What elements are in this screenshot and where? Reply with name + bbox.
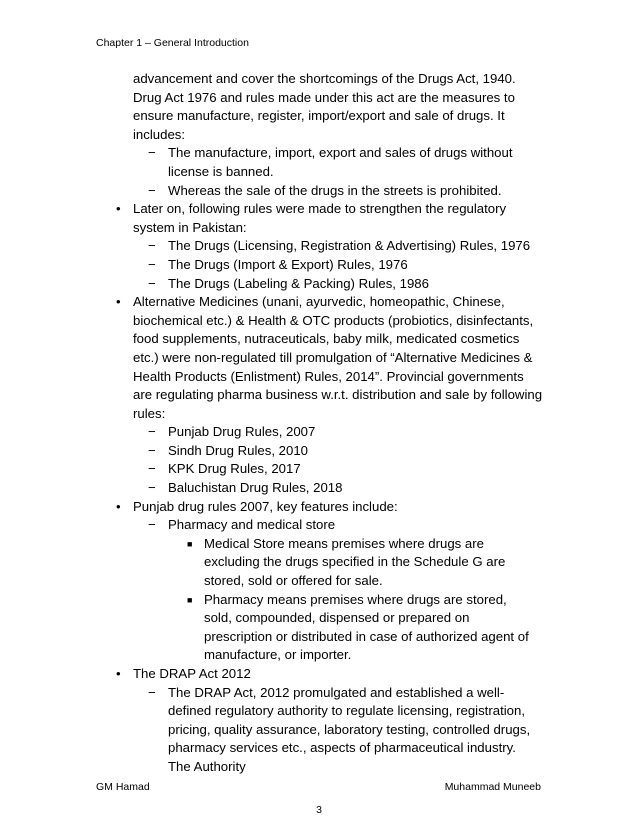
list-item-text: Baluchistan Drug Rules, 2018 <box>168 480 343 496</box>
list-item <box>148 442 536 461</box>
sub-list-item <box>187 535 536 591</box>
sub-list-item-text: Medical Store means premises where drugs are excluding the drugs specified in the Schedule G are stored, sold or offered for sale. <box>204 535 506 589</box>
sub-list-item <box>187 591 536 665</box>
list-item <box>148 275 536 294</box>
dash-marker: − <box>148 424 156 440</box>
list-item <box>148 237 536 256</box>
bullet-marker: • <box>116 201 121 217</box>
bullet-text: Alternative Medicines (unani, ayurvedic, homeopathic, Chinese, biochemical etc.) & Health & OTC products (probiotics, disinfectants, food supplements, nutraceuticals, baby milk, medicated cosmetics etc.) were non-regulated till promulgation of “Alternative Medicines & Health Products (Enlistment) Rules, 2014”. Provincial governments are regulating pharma business w.r.t. distribution and sale by following rules: <box>133 294 543 421</box>
bullet-item <box>116 200 543 237</box>
dash-marker: − <box>148 256 156 272</box>
list-item <box>148 144 536 181</box>
list-item <box>148 423 536 442</box>
list-item-text: The manufacture, import, export and sales of drugs without license is banned. <box>168 145 513 179</box>
document-body <box>0 70 638 777</box>
bullet-text: The DRAP Act 2012 <box>133 666 251 681</box>
dash-marker: − <box>148 275 156 291</box>
list-item-text: Pharmacy and medical store <box>168 517 336 533</box>
dash-marker: − <box>148 684 156 700</box>
square-bullet-icon: ■ <box>187 538 193 549</box>
list-item <box>148 256 536 275</box>
list-item-text: Sindh Drug Rules, 2010 <box>168 442 309 458</box>
list-item <box>148 516 536 535</box>
bullet-text: Punjab drug rules 2007, key features include: <box>133 498 398 514</box>
bullet-marker: • <box>116 666 121 681</box>
dash-marker: − <box>148 238 156 254</box>
list-item <box>148 460 536 479</box>
dash-marker: − <box>148 461 156 477</box>
dash-marker: − <box>148 145 156 161</box>
bullet-marker: • <box>116 498 121 514</box>
list-item-text: The Drugs (Licensing, Registration & Advertising) Rules, 1976 <box>168 238 531 254</box>
list-item <box>148 182 536 201</box>
footer-author-left: GM Hamad <box>96 781 150 793</box>
bullet-marker: • <box>116 294 121 310</box>
dash-marker: − <box>148 182 156 198</box>
page-number: 3 <box>316 804 322 816</box>
page-header: Chapter 1 – General Introduction <box>96 37 249 49</box>
list-item-text: Punjab Drug Rules, 2007 <box>168 424 316 440</box>
list-item-text: The DRAP Act, 2012 promulgated and established a well-defined regulatory authority to regulate licensing, registration, pricing, quality assurance, laboratory testing, controlled drugs, pharmacy services etc., aspects of pharmaceutical industry. The Authority <box>168 684 531 774</box>
list-item-text: The Drugs (Labeling & Packing) Rules, 1986 <box>168 275 429 291</box>
bullet-text: Later on, following rules were made to strengthen the regulatory system in Pakistan: <box>133 201 507 235</box>
list-item-text: Whereas the sale of the drugs in the streets is prohibited. <box>168 182 502 198</box>
bullet-item <box>116 293 543 423</box>
list-item-text: KPK Drug Rules, 2017 <box>168 461 301 477</box>
dash-marker: − <box>148 517 156 533</box>
dash-marker: − <box>148 480 156 496</box>
list-item <box>148 684 536 777</box>
footer-author-right: Muhammad Muneeb <box>444 781 541 793</box>
square-bullet-icon: ■ <box>187 594 193 605</box>
dash-marker: − <box>148 442 156 458</box>
sub-list-item-text: Pharmacy means premises where drugs are stored, sold, compounded, dispensed or prepared on prescription or distributed in case of authorized agent of manufacture, or importer. <box>204 591 529 663</box>
bullet-item <box>116 498 543 517</box>
list-item-text: The Drugs (Import & Export) Rules, 1976 <box>168 256 408 272</box>
list-item <box>148 479 536 498</box>
intro-paragraph: advancement and cover the shortcomings of the Drugs Act, 1940. Drug Act 1976 and rules made under this act are the measures to ensure manufacture, register, import/export and sale of drugs. It includes: <box>133 71 516 142</box>
bullet-item <box>116 665 543 684</box>
